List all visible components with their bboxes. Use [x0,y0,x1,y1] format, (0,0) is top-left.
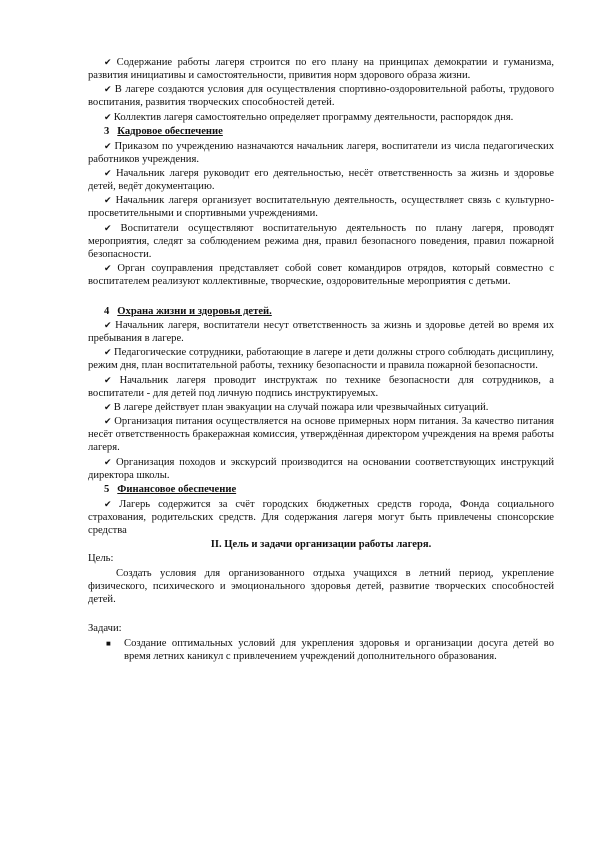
section-number: 3 [104,126,110,138]
goal-label: Цель: [88,553,114,565]
section-heading-staffing [88,125,554,138]
section-number: 4 [104,305,110,317]
list-item: ✔ Коллектив лагеря самостоятельно определяет программу деятельности, распорядок дня. [88,111,554,124]
list-item: ✔ Начальник лагеря организует воспитательную деятельность, осуществляет связь с культурно-просветительными и спортивными учреждениями. [88,194,554,220]
task-text: Создание оптимальных условий для укрепления здоровья и организации досуга детей во время летних каникул с привлечением учреждений дополнительного образования. [124,637,554,662]
spacer [88,607,554,622]
list-item: ✔ Начальник лагеря руководит его деятельностью, несёт ответственность за жизнь и здоровье детей, ведёт документацию. [88,167,554,193]
spacer [88,290,554,305]
list-item: ✔ Организация питания осуществляется на основе примерных норм питания. За качество питания несёт ответственность бракеражная комиссия, утверждённая директором учреждения на время работы лагеря. [88,415,554,454]
section-heading-safety [88,305,554,318]
list-item: ✔ Содержание работы лагеря строится по его плану на принципах демократии и гуманизма, развития инициативы и самостоятельности, привития норм здорового образа жизни. [88,56,554,82]
list-item: ✔ Педагогические сотрудники, работающие в лагере и дети должны строго соблюдать дисциплину, режим дня, план воспитательной работы, технику безопасности и правила пожарной безопасности. [88,346,554,372]
section-title: Охрана жизни и здоровья детей. [117,305,272,317]
goal-text: Создать условия для организованного отдыха учащихся в летний период, укрепление физического, психического и эмоционального здоровья детей, развитие творческих способностей детей. [88,567,554,605]
section-heading-finance [88,483,554,496]
part-title: II. Цель и задачи организации работы лагеря. [210,539,432,551]
list-item: ✔ В лагере действует план эвакуации на случай пожара или чрезвычайных ситуаций. [88,401,554,414]
tasks-label: Задачи: [88,623,122,635]
section-number: 5 [104,484,110,496]
list-item: ✔ Лагерь содержится за счёт городских бюджетных средств города, Фонда социального страхования, родительских средств. Для содержания лагеря могут быть привлечены спонсорские средства [88,498,554,537]
list-item: ✔ Организация походов и экскурсий производится на основании соответствующих инструкций директора школы. [88,456,554,482]
list-item: ✔ Приказом по учреждению назначаются начальник лагеря, воспитатели из числа педагогических работников учреждения. [88,140,554,166]
section-title: Финансовое обеспечение [117,484,237,496]
document-page [88,56,554,663]
list-item: ✔ Начальник лагеря, воспитатели несут ответственность за жизнь и здоровье детей во время их пребывания в лагере. [88,319,554,345]
list-item: ✔ Орган соуправления представляет собой совет командиров отрядов, который совместно с воспитателем реализуют коллективные, творческие, оздоровительные мероприятия с детьми. [88,262,554,288]
list-item: ✔ В лагере создаются условия для осуществления спортивно-оздоровительной работы, трудового воспитания, развития творческих способностей детей. [88,83,554,109]
list-item: ✔ Начальник лагеря проводит инструктаж по технике безопасности для сотрудников, а воспитатели - для детей под личную подпись инструктируемых. [88,374,554,400]
list-item: ✔ Воспитатели осуществляют воспитательную деятельность по плану лагеря, проводят мероприятия, следят за соблюдением режима дня, правил безопасного поведения, правил пожарной безопасности. [88,222,554,261]
section-title: Кадровое обеспечение [117,126,223,138]
task-item [88,637,554,663]
square-bullet-icon: ■ [106,638,111,648]
